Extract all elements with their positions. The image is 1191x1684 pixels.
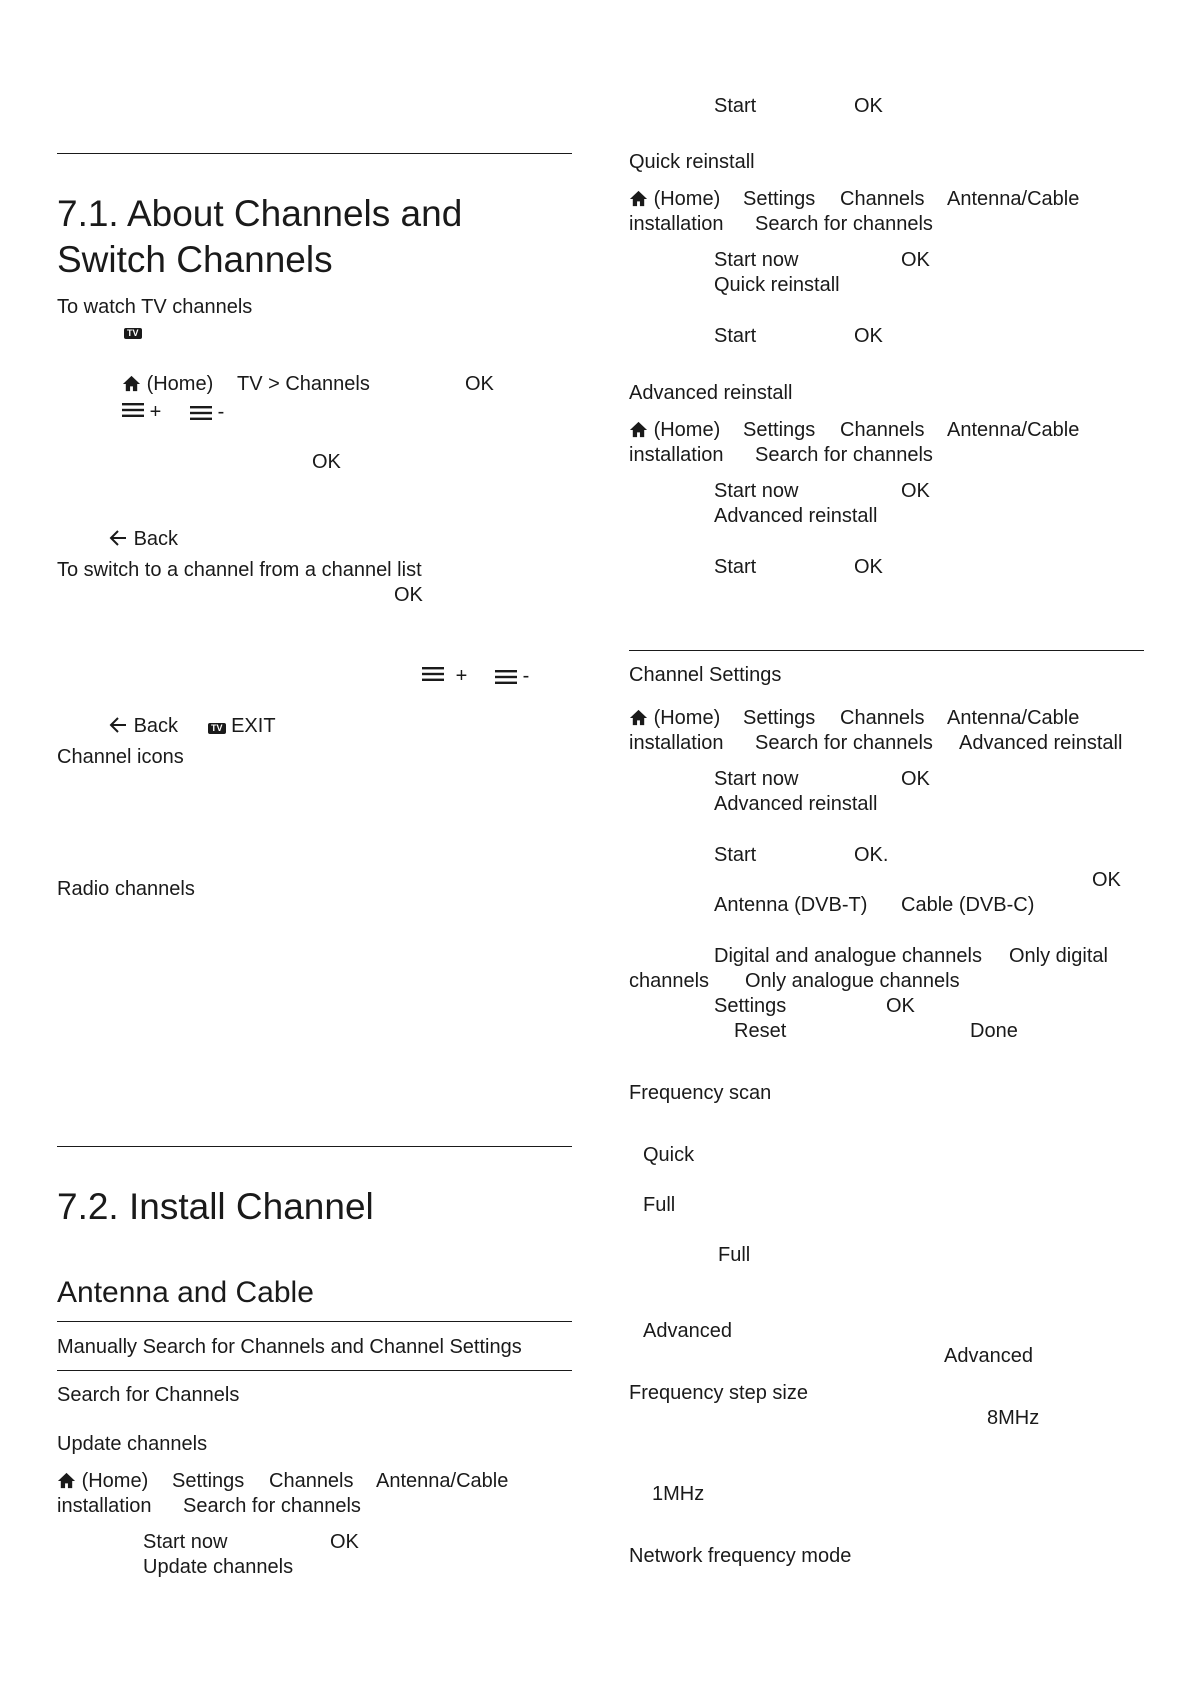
done-label: Done bbox=[970, 1020, 1018, 1042]
ok-label: OK bbox=[901, 249, 930, 271]
channel-up-row bbox=[422, 664, 467, 689]
advanced-option: Advanced bbox=[643, 1320, 732, 1342]
ok-label: OK bbox=[465, 373, 494, 395]
path-installation: installation bbox=[629, 444, 724, 466]
path-antenna: Antenna/Cable bbox=[376, 1470, 509, 1492]
path-settings: Settings bbox=[743, 419, 816, 441]
switch-heading: To switch to a channel from a channel list bbox=[57, 559, 422, 581]
home-icon bbox=[629, 189, 648, 208]
start-label: Start bbox=[714, 95, 757, 117]
exit-row bbox=[208, 714, 276, 739]
start-now-label: Start now bbox=[714, 480, 799, 502]
ok-label: OK bbox=[312, 451, 341, 473]
section-rule bbox=[629, 650, 1144, 651]
path-channels: Channels bbox=[840, 188, 925, 210]
home-path-row bbox=[122, 372, 213, 397]
cable-dvbc-label: Cable (DVB-C) bbox=[901, 894, 1035, 916]
back-arrow-icon bbox=[108, 715, 128, 735]
plus-label: + bbox=[149, 401, 162, 423]
path-antenna: Antenna/Cable bbox=[947, 188, 1080, 210]
path-channels: Channels bbox=[840, 419, 925, 441]
reset-label: Reset bbox=[734, 1020, 787, 1042]
home-icon bbox=[629, 420, 648, 439]
option-label: Update channels bbox=[143, 1556, 294, 1578]
list-icon bbox=[122, 403, 144, 417]
path-antenna: Antenna/Cable bbox=[947, 419, 1080, 441]
minus-label: - bbox=[522, 665, 530, 687]
search-heading: Search for Channels bbox=[57, 1384, 240, 1406]
path-installation: installation bbox=[57, 1495, 152, 1517]
step-1mhz-label: 1MHz bbox=[652, 1483, 705, 1505]
path-installation: installation bbox=[629, 732, 724, 754]
section-rule bbox=[57, 153, 572, 154]
ok-label: OK bbox=[854, 556, 883, 578]
plus-label: + bbox=[455, 665, 468, 687]
channel-settings-heading: Channel Settings bbox=[629, 664, 782, 686]
banner-rule-top bbox=[57, 1321, 572, 1322]
path-search: Search for channels bbox=[755, 213, 933, 235]
start-label: Start bbox=[714, 556, 757, 578]
advanced-sub-label: Advanced bbox=[944, 1345, 1033, 1367]
option-label: Advanced reinstall bbox=[714, 793, 878, 815]
home-icon bbox=[122, 374, 141, 393]
minus-label: - bbox=[217, 401, 225, 423]
path-settings: Settings bbox=[743, 188, 816, 210]
ok-label: OK bbox=[854, 95, 883, 117]
start-now-label: Start now bbox=[714, 768, 799, 790]
home-label: (Home) bbox=[653, 419, 721, 441]
path-channels: Channels bbox=[840, 707, 925, 729]
start-label: Start bbox=[714, 325, 757, 347]
quick-option: Quick bbox=[643, 1144, 695, 1166]
back-label: Back bbox=[133, 715, 179, 737]
ok-label: OK bbox=[394, 584, 423, 606]
full-option: Full bbox=[643, 1194, 676, 1216]
channel-down-row bbox=[190, 400, 224, 425]
home-icon bbox=[57, 1471, 76, 1490]
home-path-row bbox=[629, 418, 720, 443]
home-label: (Home) bbox=[146, 373, 214, 395]
tv-badge-icon: TV bbox=[208, 723, 226, 734]
only-analogue-label: Only analogue channels bbox=[745, 970, 960, 992]
channels-label: channels bbox=[629, 970, 710, 992]
ok-label: OK bbox=[886, 995, 915, 1017]
network-frequency-mode-heading: Network frequency mode bbox=[629, 1545, 852, 1567]
home-label: (Home) bbox=[653, 188, 721, 210]
section-rule bbox=[57, 1146, 572, 1147]
back-row bbox=[108, 527, 178, 552]
channel-up-row bbox=[122, 400, 161, 425]
home-path-row bbox=[629, 706, 720, 731]
path-search: Search for channels bbox=[183, 1495, 361, 1517]
back-label: Back bbox=[133, 528, 179, 550]
channel-icons-heading: Channel icons bbox=[57, 746, 184, 768]
path-settings: Settings bbox=[743, 707, 816, 729]
path-settings: Settings bbox=[172, 1470, 245, 1492]
path-antenna: Antenna/Cable bbox=[947, 707, 1080, 729]
path-search: Search for channels bbox=[755, 732, 933, 754]
path-advanced-reinstall: Advanced reinstall bbox=[959, 732, 1123, 754]
path-installation: installation bbox=[629, 213, 724, 235]
channel-down-row bbox=[495, 664, 529, 689]
path-search: Search for channels bbox=[755, 444, 933, 466]
path-channels: Channels bbox=[269, 1470, 354, 1492]
advanced-reinstall-heading: Advanced reinstall bbox=[629, 382, 793, 404]
section-title-7-1: 7.1. About Channels and bbox=[57, 193, 463, 234]
ok-label: OK bbox=[901, 768, 930, 790]
subsection-title: Antenna and Cable bbox=[57, 1276, 314, 1309]
antenna-dvbt-label: Antenna (DVB-T) bbox=[714, 894, 868, 916]
section-title-7-1-line2: Switch Channels bbox=[57, 239, 333, 280]
start-now-label: Start now bbox=[714, 249, 799, 271]
home-label: (Home) bbox=[81, 1470, 149, 1492]
ok-label: OK bbox=[1092, 869, 1121, 891]
home-path-row bbox=[629, 187, 720, 212]
radio-channels-heading: Radio channels bbox=[57, 878, 195, 900]
frequency-scan-heading: Frequency scan bbox=[629, 1082, 772, 1104]
banner-rule-bottom bbox=[57, 1370, 572, 1371]
quick-reinstall-heading: Quick reinstall bbox=[629, 151, 755, 173]
exit-label: EXIT bbox=[231, 715, 276, 737]
section-title-7-2: 7.2. Install Channel bbox=[57, 1186, 374, 1227]
back-arrow-icon bbox=[108, 528, 128, 548]
list-icon bbox=[422, 667, 444, 681]
step-8mhz-label: 8MHz bbox=[987, 1407, 1040, 1429]
watch-heading: To watch TV channels bbox=[57, 296, 253, 318]
tv-channels-label: TV > Channels bbox=[237, 373, 370, 395]
list-icon bbox=[190, 406, 212, 420]
home-label: (Home) bbox=[653, 707, 721, 729]
home-path-row bbox=[57, 1469, 148, 1494]
option-label: Quick reinstall bbox=[714, 274, 840, 296]
banner-heading: Manually Search for Channels and Channel Settings bbox=[57, 1336, 522, 1358]
full-sub-label: Full bbox=[718, 1244, 751, 1266]
update-heading: Update channels bbox=[57, 1433, 208, 1455]
digital-analogue-label: Digital and analogue channels bbox=[714, 945, 982, 967]
ok-label: OK bbox=[901, 480, 930, 502]
list-icon bbox=[495, 670, 517, 684]
only-digital-label: Only digital bbox=[1009, 945, 1108, 967]
back-row bbox=[108, 714, 178, 739]
start-label: Start bbox=[714, 844, 757, 866]
frequency-step-heading: Frequency step size bbox=[629, 1382, 808, 1404]
ok-label: OK bbox=[330, 1531, 359, 1553]
settings-label: Settings bbox=[714, 995, 787, 1017]
home-icon bbox=[629, 708, 648, 727]
start-now-label: Start now bbox=[143, 1531, 228, 1553]
tv-badge-icon: TV bbox=[124, 322, 142, 342]
ok-label: OK. bbox=[854, 844, 889, 866]
ok-label: OK bbox=[854, 325, 883, 347]
option-label: Advanced reinstall bbox=[714, 505, 878, 527]
